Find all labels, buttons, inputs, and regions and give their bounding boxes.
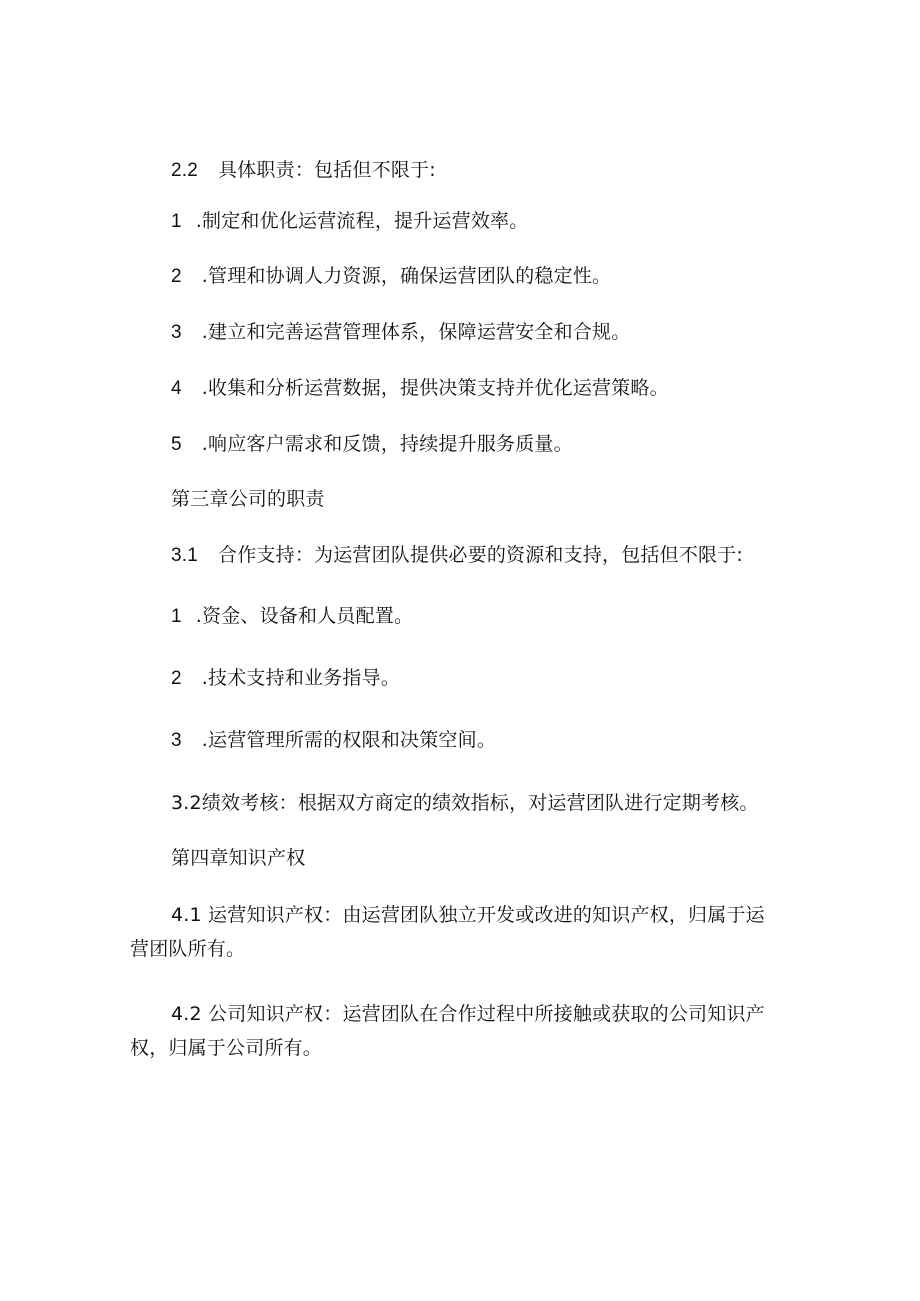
section-text: 具体职责：包括但不限于:: [218, 159, 436, 181]
list-item: [171, 209, 528, 234]
list-item: [171, 604, 413, 629]
section-3-2: 3.2绩效考核：根据双方商定的绩效指标，对运营团队进行定期考核。: [171, 792, 759, 814]
section-text: 合作支持：为运营团队提供必要的资源和支持，包括但不限于:: [218, 544, 744, 566]
list-item-number: 2: [171, 266, 182, 287]
list-item-text: .资金、设备和人员配置。: [195, 605, 414, 627]
section-number: 2.2: [171, 160, 199, 181]
section-4-1: 4.1 运营知识产权：由运营团队独立开发或改进的知识产权，归属于运营团队所有。: [130, 904, 765, 960]
section-number: 3.1: [171, 545, 199, 566]
section-4-2: 4.2 公司知识产权：运营团队在合作过程中所接触或获取的公司知识产权，归属于公司所有。: [130, 1003, 765, 1059]
list-item-number: 2: [171, 668, 182, 689]
list-item-text: .收集和分析运营数据，提供决策支持并优化运营策略。: [201, 377, 669, 399]
chapter-heading: 第三章公司的职责: [171, 488, 325, 510]
list-item: [171, 728, 496, 753]
list-item-text: .技术支持和业务指导。: [201, 667, 401, 689]
list-item-text: .响应客户需求和反馈，持续提升服务质量。: [201, 433, 573, 455]
list-item: [171, 432, 573, 457]
list-item-number: 1: [171, 211, 182, 232]
list-item-number: 3: [171, 322, 182, 343]
list-item-number: 3: [171, 730, 182, 751]
list-item: [171, 264, 611, 289]
list-item-text: .管理和协调人力资源，确保运营团队的稳定性。: [201, 265, 612, 287]
list-item-text: .运营管理所需的权限和决策空间。: [201, 729, 497, 751]
chapter-heading: 第四章知识产权: [171, 847, 306, 869]
section-3-1: [171, 543, 743, 568]
list-item-number: 5: [171, 434, 182, 455]
section-2-2: [171, 158, 436, 183]
list-item: [171, 320, 630, 345]
list-item-text: .建立和完善运营管理体系，保障运营安全和合规。: [201, 321, 631, 343]
list-item: [171, 376, 669, 401]
list-item-number: 4: [171, 378, 182, 399]
list-item: [171, 666, 400, 691]
list-item-text: .制定和优化运营流程，提升运营效率。: [195, 210, 529, 232]
list-item-number: 1: [171, 606, 182, 627]
